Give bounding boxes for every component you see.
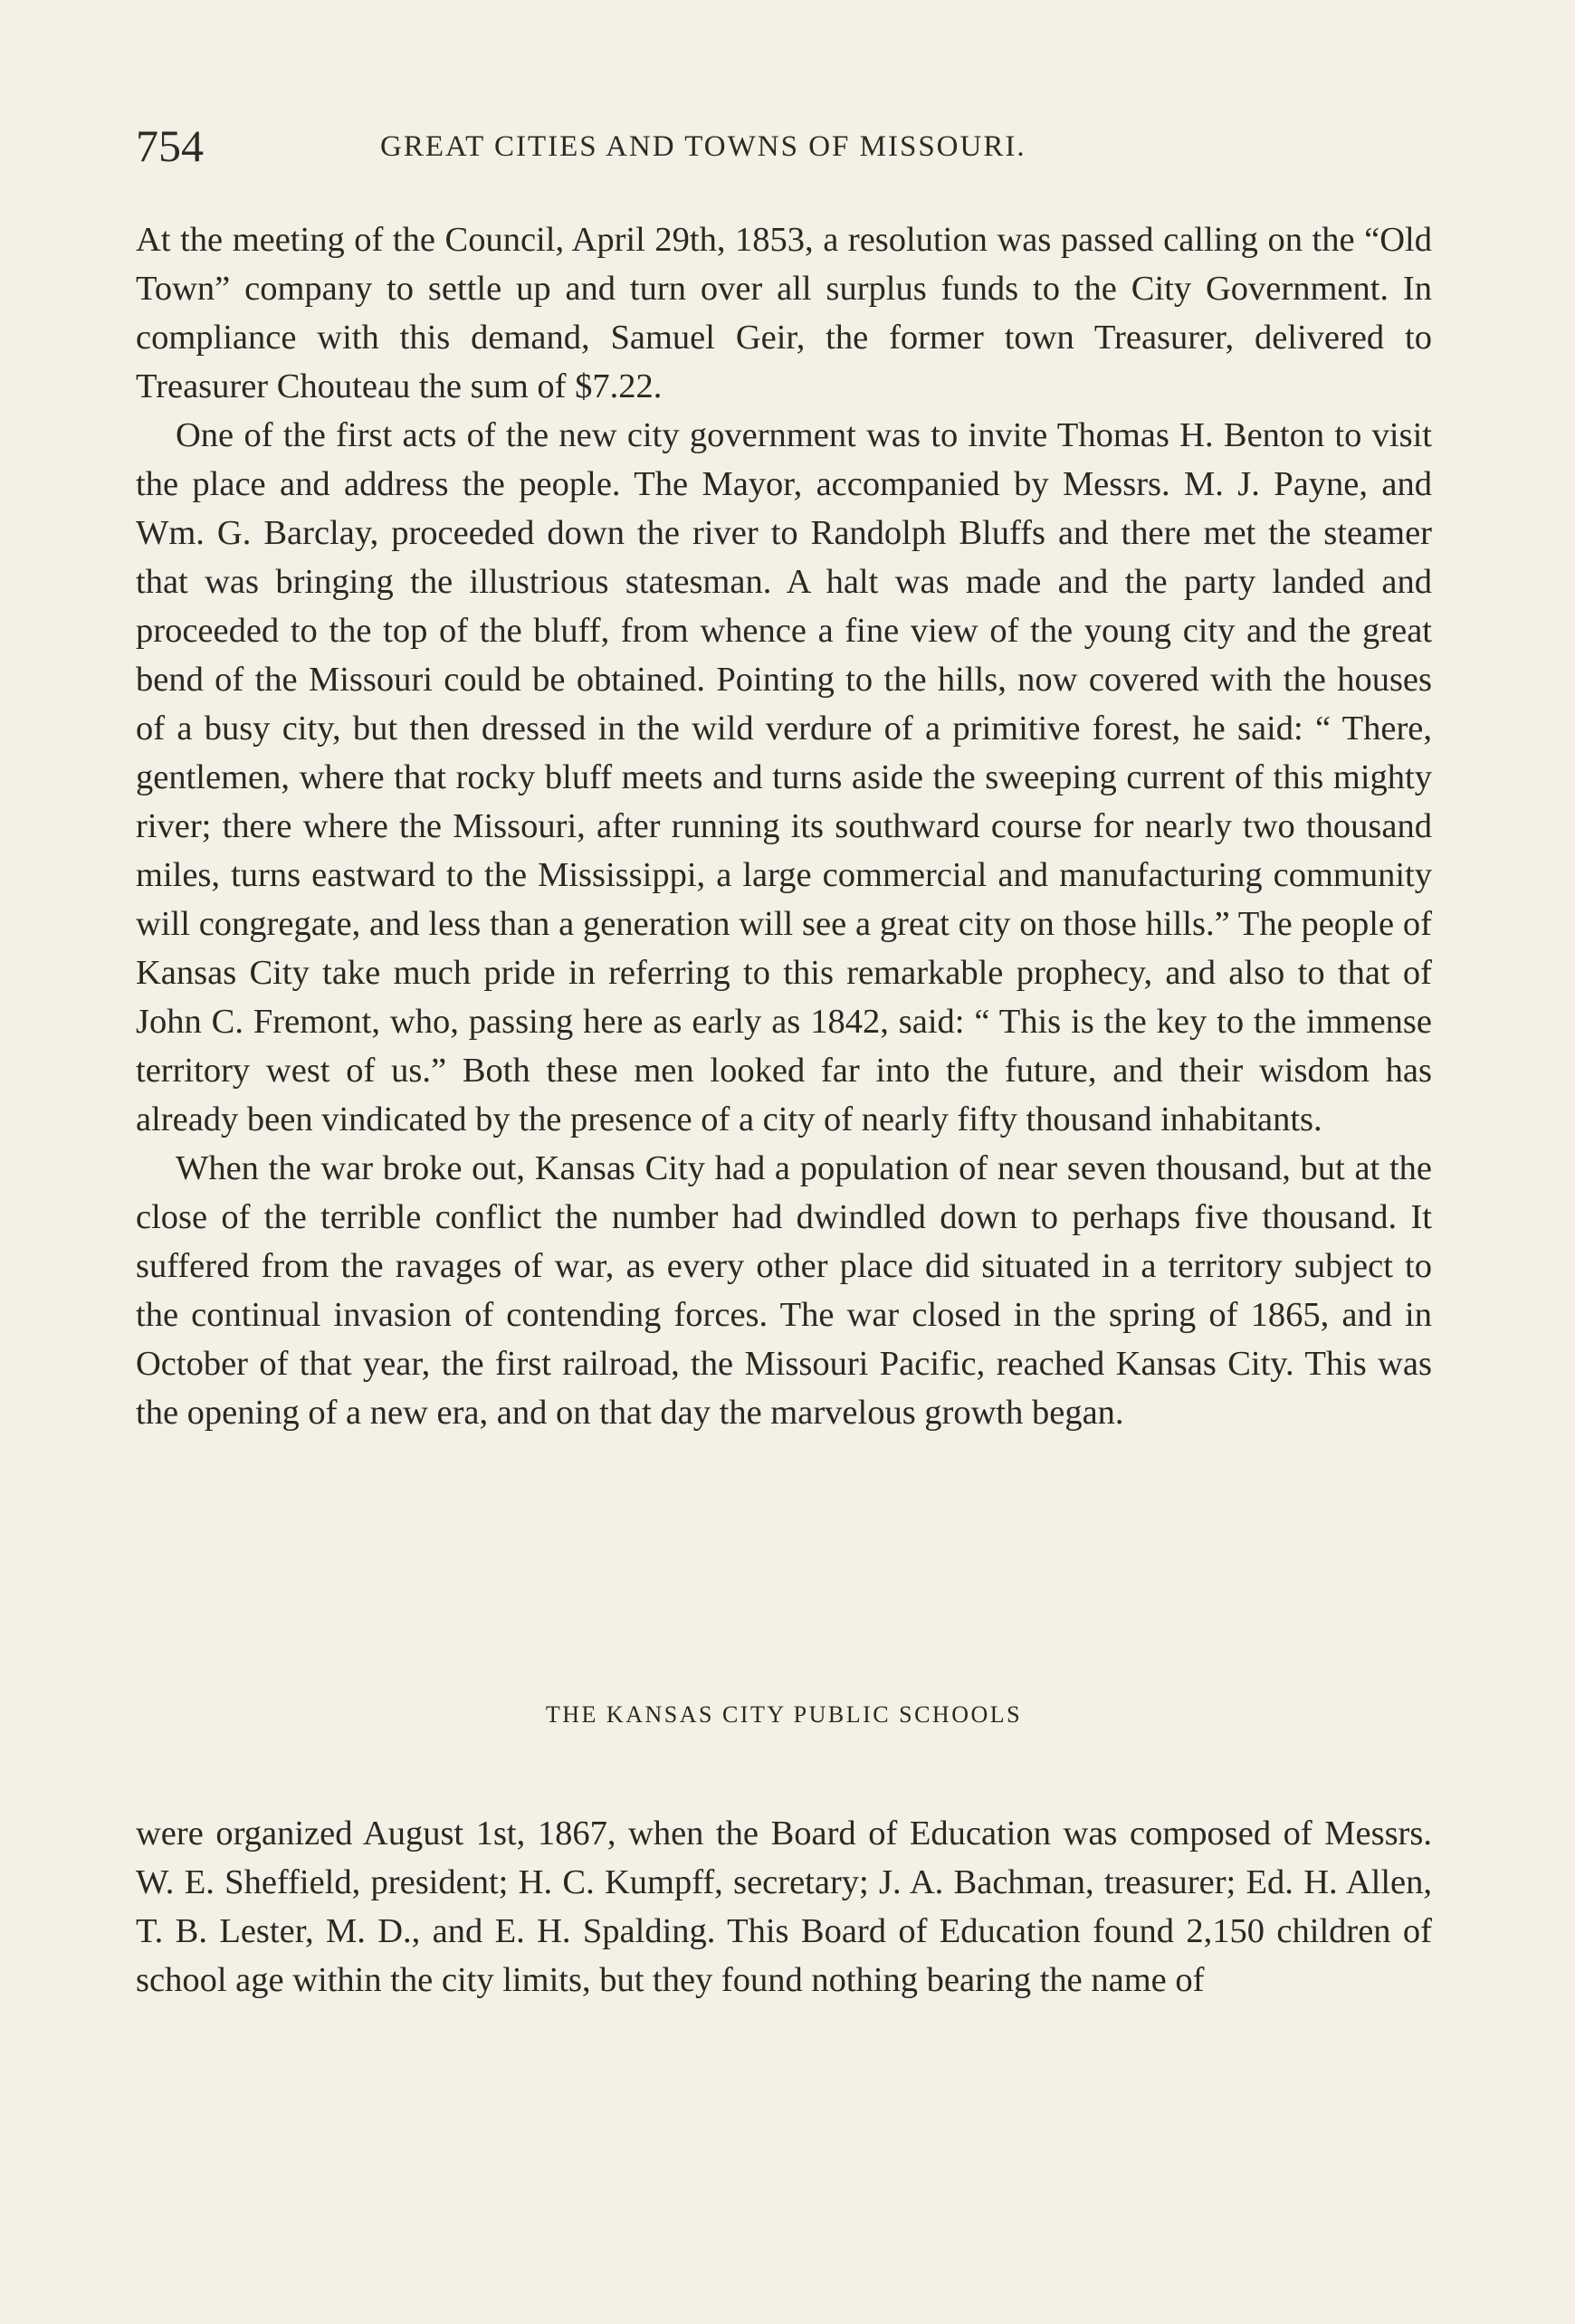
paragraph-war-growth: When the war broke out, Kansas City had a population of near seven thousand, but at the close of the terrible conflict the number had dwindled down to perhaps five thousand. It suffered from the ravages of war, as every other place did situated in a territory subject to the continual invasion of contending forces. The war closed in the spring of 1865, and in October of that year, the first railroad, the Missouri Pacific, reached Kansas City. This was the opening of a new era, and on that day the marvelous growth began.	[136, 1149, 1432, 1432]
body-text-main	[136, 215, 1432, 1437]
section-heading: THE KANSAS CITY PUBLIC SCHOOLS	[545, 1701, 1023, 1728]
page-header	[136, 116, 1430, 179]
paragraph-benton-visit: One of the first acts of the new city government was to invite Thomas H. Benton to visit the place and address the people. The Mayor, accompanied by Messrs. M. J. Payne, and Wm. G. Barclay, proceeded down the river to Randolph Bluffs and there met the steamer that was bringing the illustrious statesman. A halt was made and the party landed and proceeded to the top of the bluff, from whence a fine view of the young city and the great bend of the Missouri could be obtained. Pointing to the hills, now covered with the houses of a busy city, but then dressed in the wild verdure of a primitive forest, he said: “ There, gentlemen, where that rocky bluff meets and turns aside the sweeping current of this mighty river; there where the Missouri, after running its southward course for nearly two thousand miles, turns eastward to the Mississippi, a large commercial and manufacturing community will congregate, and less than a generation will see a great city on those hills.” The people of Kansas City take much pride in referring to this remarkable prophecy, and also to that of John C. Fremont, who, passing here as early as 1842, said: “ This is the key to the immense territory west of us.” Both these men looked far into the future, and their wisdom has already been vindicated by the presence of a city of nearly fifty thousand inhabitants.	[136, 416, 1432, 1138]
page-number: 754	[136, 120, 204, 171]
paragraph-schools: were organized August 1st, 1867, when the Board of Education was composed of Messrs. W. E. Sheffield, president; H. C. Kumpff, secretary; J. A. Bachman, treasurer; Ed. H. Allen, T. B. Lester, M. D., and E. H. Spalding. This Board of Education found 2,150 children of school age within the city limits, but they found nothing bearing the name of	[136, 1814, 1432, 1999]
running-head: GREAT CITIES AND TOWNS OF MISSOURI.	[380, 130, 1026, 163]
paragraph-council-resolution: At the meeting of the Council, April 29th, 1853, a resolution was passed calling on the “Old Town” company to settle up and turn over all surplus funds to the City Government. In compliance with this demand, Samuel Geir, the former town Treasurer, delivered to Treasurer Chouteau the sum of $7.22.	[136, 221, 1432, 405]
body-text-schools	[136, 1809, 1432, 2005]
